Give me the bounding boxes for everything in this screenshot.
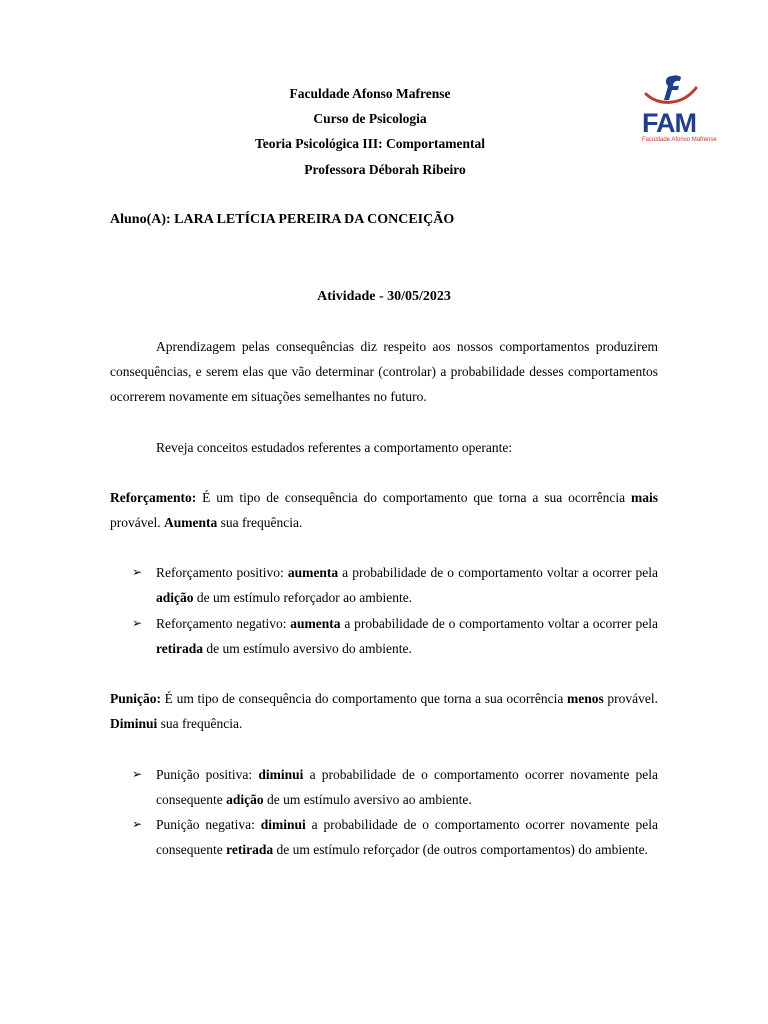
punishment-term: Punição:	[110, 691, 162, 706]
student-label: Aluno(A):	[110, 212, 171, 227]
item-text: Punição negativa:	[156, 817, 261, 832]
reinforcement-def-text: sua frequência.	[217, 515, 303, 530]
item-emphasis: aumenta	[287, 565, 339, 580]
item-text: a probabilidade de o comportamento voltar a ocorrer pela	[338, 565, 658, 580]
arrow-bullet-icon: ➢	[132, 817, 143, 831]
item-text: a probabilidade de o comportamento ocorrer novamente pela consequente	[156, 767, 658, 807]
item-text: de um estímulo reforçador ao ambiente.	[193, 590, 413, 605]
reinforcement-def-emphasis: Aumenta	[163, 515, 218, 530]
student-line	[110, 212, 454, 228]
item-emphasis: retirada	[156, 641, 203, 656]
reinforcement-positive-item	[132, 560, 658, 610]
punishment-def-text: sua frequência.	[157, 716, 243, 731]
punishment-def-emphasis: Diminui	[110, 716, 158, 731]
subject-name: Teoria Psicológica III: Comportamental	[254, 136, 486, 151]
item-emphasis: diminui	[258, 767, 304, 782]
fam-logo	[636, 72, 716, 152]
item-text: de um estímulo reforçador (de outros comportamentos) do ambiente.	[273, 842, 648, 857]
item-text: a probabilidade de o comportamento voltar a ocorrer pela	[340, 616, 658, 631]
punishment-definition	[110, 686, 658, 736]
item-emphasis: retirada	[226, 842, 274, 857]
review-paragraph	[110, 435, 658, 460]
item-emphasis: adição	[226, 792, 264, 807]
arrow-bullet-icon: ➢	[132, 616, 143, 630]
reinforcement-definition	[110, 485, 658, 535]
item-text: Reforçamento negativo:	[156, 616, 291, 631]
item-emphasis: aumenta	[290, 616, 341, 631]
reinforcement-negative-item	[132, 611, 658, 661]
student-name: LARA LETÍCIA PEREIRA DA CONCEIÇÃO	[174, 212, 455, 227]
punishment-def-emphasis: menos	[566, 691, 604, 706]
intro-paragraph	[110, 334, 658, 409]
item-emphasis: diminui	[260, 817, 306, 832]
reinforcement-def-text: É um tipo de consequência do comportamento que torna a sua ocorrência	[196, 490, 631, 505]
fam-logo-mark-icon	[642, 72, 702, 112]
reinforcement-def-emphasis: mais	[631, 490, 658, 505]
item-text: de um estímulo aversivo do ambiente.	[203, 641, 412, 656]
arrow-bullet-icon: ➢	[132, 767, 143, 781]
item-text: de um estímulo aversivo ao ambiente.	[263, 792, 472, 807]
fam-logo-text: FAM	[642, 108, 696, 138]
item-emphasis: adição	[156, 590, 194, 605]
reinforcement-term: Reforçamento:	[110, 490, 197, 505]
punishment-positive-item	[132, 762, 658, 812]
arrow-bullet-icon: ➢	[132, 565, 143, 579]
review-text: Reveja conceitos estudados referentes a comportamento operante:	[156, 440, 513, 455]
item-text: Reforçamento positivo:	[156, 565, 288, 580]
item-text: Punição positiva:	[156, 767, 259, 782]
fam-logo-subtext: Faculdade Afonso Mafrense	[642, 137, 717, 143]
punishment-def-text: É um tipo de consequência do comportamento que torna a sua ocorrência	[161, 691, 567, 706]
punishment-def-text: provável.	[603, 691, 659, 706]
punishment-negative-item	[132, 812, 658, 862]
institution-name: Faculdade Afonso Mafrense	[289, 86, 451, 101]
activity-title: Atividade - 30/05/2023	[317, 289, 451, 304]
professor-name: Professora Déborah Ribeiro	[304, 162, 466, 177]
reinforcement-def-text: provável.	[110, 515, 164, 530]
course-name: Curso de Psicologia	[313, 111, 427, 126]
item-text: a probabilidade de o comportamento ocorrer novamente pela consequente	[156, 817, 658, 857]
intro-text: Aprendizagem pelas consequências diz respeito aos nossos comportamentos produzirem consequências, e serem elas que vão determinar (controlar) a probabilidade desses comportamentos ocorrerem novamente em situações semelhantes no futuro.	[110, 339, 658, 404]
